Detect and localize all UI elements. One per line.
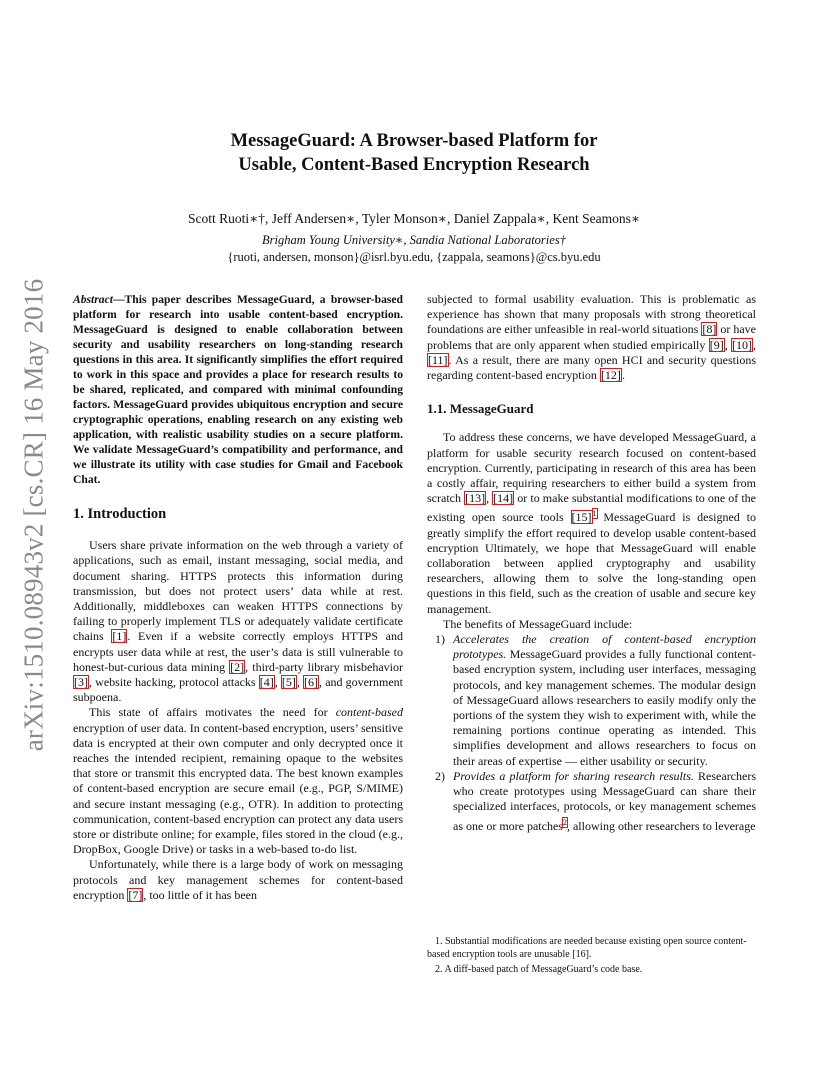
right-column	[427, 292, 756, 834]
footnote-1: 1. Substantial modifications are needed because existing open source content-based encryption tools are unusable [16].	[427, 936, 747, 960]
footnote-marker[interactable]: 2	[562, 817, 567, 827]
citation-link[interactable]: [7]	[128, 887, 143, 902]
citation-link[interactable]: [3]	[74, 675, 88, 690]
right-paragraph-2: To address these concerns, we have developed MessageGuard, a platform for usable security research focused on content-based encryption. Currently, participating in research of this area has been a costly affair, requiring researchers to either build a system from scratch [13], [14] or to make substantial modifications to one of the existing open source tools [15]$^1$ MessageGuard is designed to greatly simplify the effort required to develop usable content-based encryption Ultimately, we hope that MessageGuard will enable collaboration between applied cryptography and usability researchers, allowing them to solve the long-standing open questions in this field, such as the creation of usable and secure key management.	[427, 430, 757, 616]
list-item: 1) Accelerates the creation of content-based encryption prototypes. MessageGuard provides a fully functional content-based encryption system, including user interfaces, messaging protocols, and key management schemes. The modular design of MessageGuard allows researchers to easily modify only the portions of the system they wish to experiment with, while the remaining portions continue operating as intended. This simplifies development and allows researchers to focus on their areas of expertise — either usability or security.	[435, 632, 756, 768]
arxiv-identifier: arXiv:1510.08943v2 [cs.CR] 16 May 2016	[18, 278, 49, 752]
citation-link[interactable]: [2]	[230, 659, 245, 674]
abstract	[73, 292, 403, 487]
right-paragraph-3: The benefits of MessageGuard include:	[443, 616, 633, 631]
affiliations: Brigham Young University∗, Sandia National Laboratories†	[262, 233, 566, 247]
intro-paragraph-2: This state of affairs motivates the need for content-based encryption of user data. In content-based encryption, users’ sensitive data is encrypted at their own computer and only decrypted once it reaches the intended recipient, remaining opaque to the websites that store or transmit this encrypted data. The best known examples of content-based encryption are secure email (e.g., PGP, S/MIME) and secure instant messaging (e.g., OTR). In addition to protecting communication, content-based encryption can protect any data users store or distribute online; for example, files stored in the cloud (e.g., DropBox, Google Drive) or tasks in a web-based to-do list.	[73, 705, 403, 857]
footnotes	[427, 935, 756, 978]
citation-link[interactable]: [5]	[281, 675, 296, 690]
subsection-heading-messageguard: 1.1. MessageGuard	[427, 401, 534, 417]
author-list: Scott Ruoti∗†, Jeff Andersen∗, Tyler Monson∗, Daniel Zappala∗, Kent Seamons∗	[188, 211, 640, 226]
citation-link[interactable]: [10]	[732, 337, 753, 352]
citation-link[interactable]: [12]	[600, 368, 621, 383]
citation-link[interactable]: [11]	[428, 352, 448, 367]
paper-title	[0, 129, 828, 177]
citation-link[interactable]: [8]	[702, 322, 717, 337]
citation-link[interactable]: [4]	[259, 675, 274, 690]
citation-link[interactable]: [14]	[493, 491, 514, 506]
footnote-marker[interactable]: 1	[592, 509, 597, 519]
right-paragraph-1: subjected to formal usability evaluation. This is problematic as experience has shown that many proposals with strong theoretical foundations are either unfeasible in real-world situations [8] or have problems that are only apparent when studied empirically [9], [10], [11]. As a result, there are many open HCI and security questions regarding content-based encryption [12].	[427, 292, 757, 383]
citation-link[interactable]: [9]	[709, 337, 724, 352]
abstract-text: —This paper describes MessageGuard, a browser-based platform for research into usable content-based encryption. MessageGuard is designed to enable collaboration between security and usability researchers on long-standing research questions in this area. It significantly simplifies the effort required to work in this space and provides a place for research results to be shared, replicated, and compared with minimal confounding factors. MessageGuard provides ubiquitous encryption and secure cryptographic operations, enabling research on any existing web application, with realistic usability studies on a secure platform. We validate MessageGuard’s compatibility and performance, and we illustrate its utility with case studies for Gmail and Facebook Chat.	[73, 293, 403, 486]
left-column	[73, 292, 403, 903]
title-line-2: Usable, Content-Based Encryption Research	[238, 155, 590, 175]
abstract-label: Abstract	[73, 293, 113, 306]
list-item: 2) Provides a platform for sharing research results. Researchers who create prototypes using MessageGuard can share their specialized interfaces, protocols, or key management schemes as one or more patches$^2$, allowing other researchers to leverage	[435, 768, 757, 833]
author-emails: {ruoti, andersen, monson}@isrl.byu.edu, {zappala, seamons}@cs.byu.edu	[227, 250, 601, 264]
citation-link[interactable]: [6]	[304, 675, 319, 690]
citation-link[interactable]: [15]	[571, 510, 592, 525]
benefits-list	[427, 632, 756, 834]
arxiv-sidebar	[14, 270, 54, 760]
title-line-1: MessageGuard: A Browser-based Platform for	[230, 131, 598, 151]
intro-paragraph-1: Users share private information on the web through a variety of applications, such as email, instant messaging, social media, and document sharing. HTTPS protects this information during transmission, but does not protect users’ data while at rest. Additionally, middleboxes can weaken HTTPS connections by failing to properly implement TLS or adequately validate certificate chains [1]. Even if a website correctly employs HTTPS and encrypts user data while at rest, the user’s data is still vulnerable to honest-but-curious data mining [2], third-party library misbehavior [3], website hacking, protocol attacks [4], [5], [6], and government subpoena.	[73, 538, 404, 705]
section-heading-introduction: 1. Introduction	[73, 506, 167, 522]
citation-link[interactable]: [1]	[112, 629, 127, 644]
footnote-2: 2. A diff-based patch of MessageGuard’s code base.	[435, 964, 643, 975]
intro-paragraph-3: Unfortunately, while there is a large body of work on messaging protocols and key management schemes for content-based encryption [7], too little of it has been	[73, 857, 403, 902]
citation-link[interactable]: [13]	[465, 491, 486, 506]
